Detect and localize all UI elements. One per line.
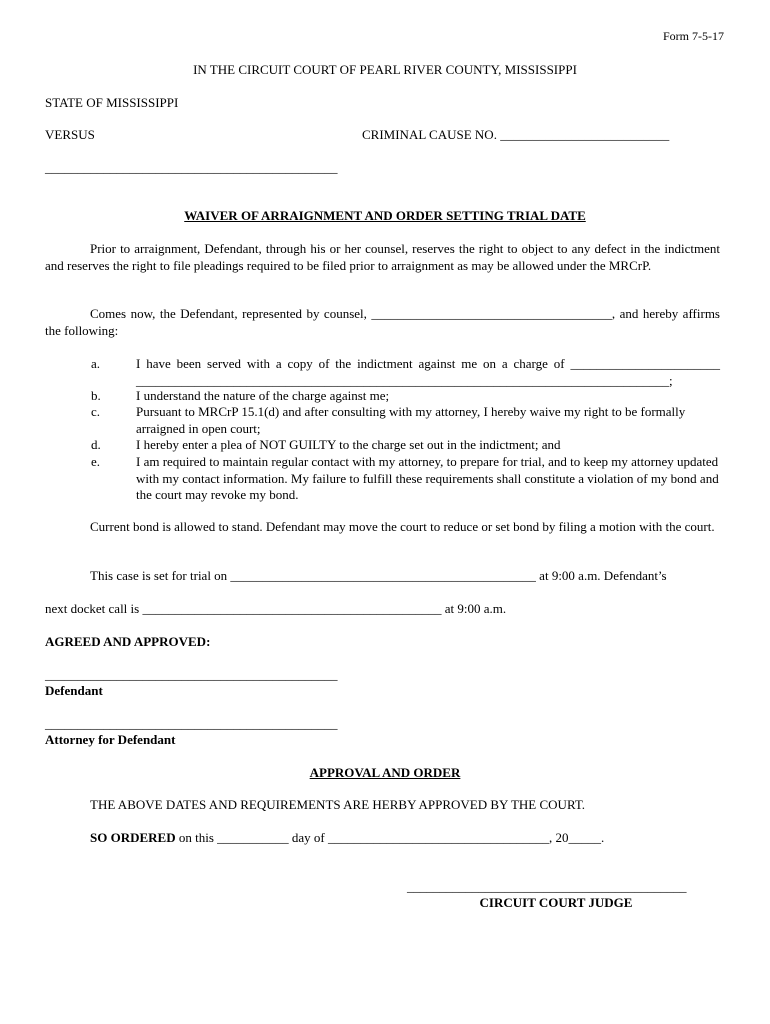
so-ordered-label: SO ORDERED	[90, 830, 176, 845]
attorney-signature-line: _____________________________________________	[45, 716, 338, 731]
list-item-letter: c.	[91, 404, 101, 419]
list-item-text: I am required to maintain regular contact with my attorney, to prepare for trial, and to keep my attorney updated with my contact information. My failure to fulfill these requirements shall constitute a violation of my bond and the court may revoke my bond.	[136, 454, 719, 502]
versus-label: VERSUS	[45, 127, 95, 142]
docket-call-line: next docket call is ______________________________________________ at 9:00 a.m.	[45, 601, 507, 616]
paragraph-bond: Current bond is allowed to stand. Defendant may move the court to reduce or set bond by filing a motion with the court.	[90, 519, 715, 534]
judge-signature-label: CIRCUIT COURT JUDGE	[479, 895, 633, 910]
so-ordered-date-text: on this ___________ day of __________________________________, 20_____.	[175, 830, 605, 845]
list-item-letter: d.	[91, 437, 101, 452]
list-item-letter: b.	[91, 388, 101, 403]
paragraph-arraignment-rights: Prior to arraignment, Defendant, through his or her counsel, reserves the right to object to any defect in the indictment and reserves the right to file pleadings required to be filed prior to arraignment as may be allowed under the MRCrP.	[45, 241, 720, 273]
so-ordered-line	[90, 830, 604, 846]
defendant-signature-line: _____________________________________________	[45, 667, 338, 682]
agreed-approved-heading: AGREED AND APPROVED:	[45, 634, 211, 649]
list-item-letter: e.	[91, 454, 101, 469]
list-item-text: I have been served with a copy of the indictment against me on a charge of _______________________ __________________________________________________________________________________;	[136, 356, 720, 388]
trial-date-line: This case is set for trial on _______________________________________________ at 9:00 a.m. Defendant’s	[90, 568, 667, 583]
list-item-text: I understand the nature of the charge against me;	[136, 388, 390, 403]
cause-number-field: CRIMINAL CAUSE NO. __________________________	[362, 127, 670, 142]
defendant-name-line: _____________________________________________	[45, 160, 338, 175]
paragraph-counsel-affirmation: Comes now, the Defendant, represented by counsel, _____________________________________, and hereby affirms the following:	[45, 306, 720, 338]
list-item-text: I hereby enter a plea of NOT GUILTY to the charge set out in the indictment; and	[136, 437, 561, 452]
judge-signature-line: ___________________________________________	[407, 879, 687, 894]
document-title: WAIVER OF ARRAIGNMENT AND ORDER SETTING TRIAL DATE	[184, 208, 586, 223]
approval-statement: THE ABOVE DATES AND REQUIREMENTS ARE HERBY APPROVED BY THE COURT.	[90, 797, 586, 812]
defendant-signature-label: Defendant	[45, 683, 103, 698]
plaintiff-name: STATE OF MISSISSIPPI	[45, 95, 179, 110]
court-heading: IN THE CIRCUIT COURT OF PEARL RIVER COUNTY, MISSISSIPPI	[193, 62, 577, 77]
list-item-letter: a.	[91, 356, 101, 371]
attorney-signature-label: Attorney for Defendant	[45, 732, 176, 747]
list-item-text: Pursuant to MRCrP 15.1(d) and after consulting with my attorney, I hereby waive my right to be formally arraigned in open court;	[136, 404, 686, 436]
approval-order-heading: APPROVAL AND ORDER	[309, 765, 461, 780]
form-number: Form 7-5-17	[663, 29, 724, 43]
